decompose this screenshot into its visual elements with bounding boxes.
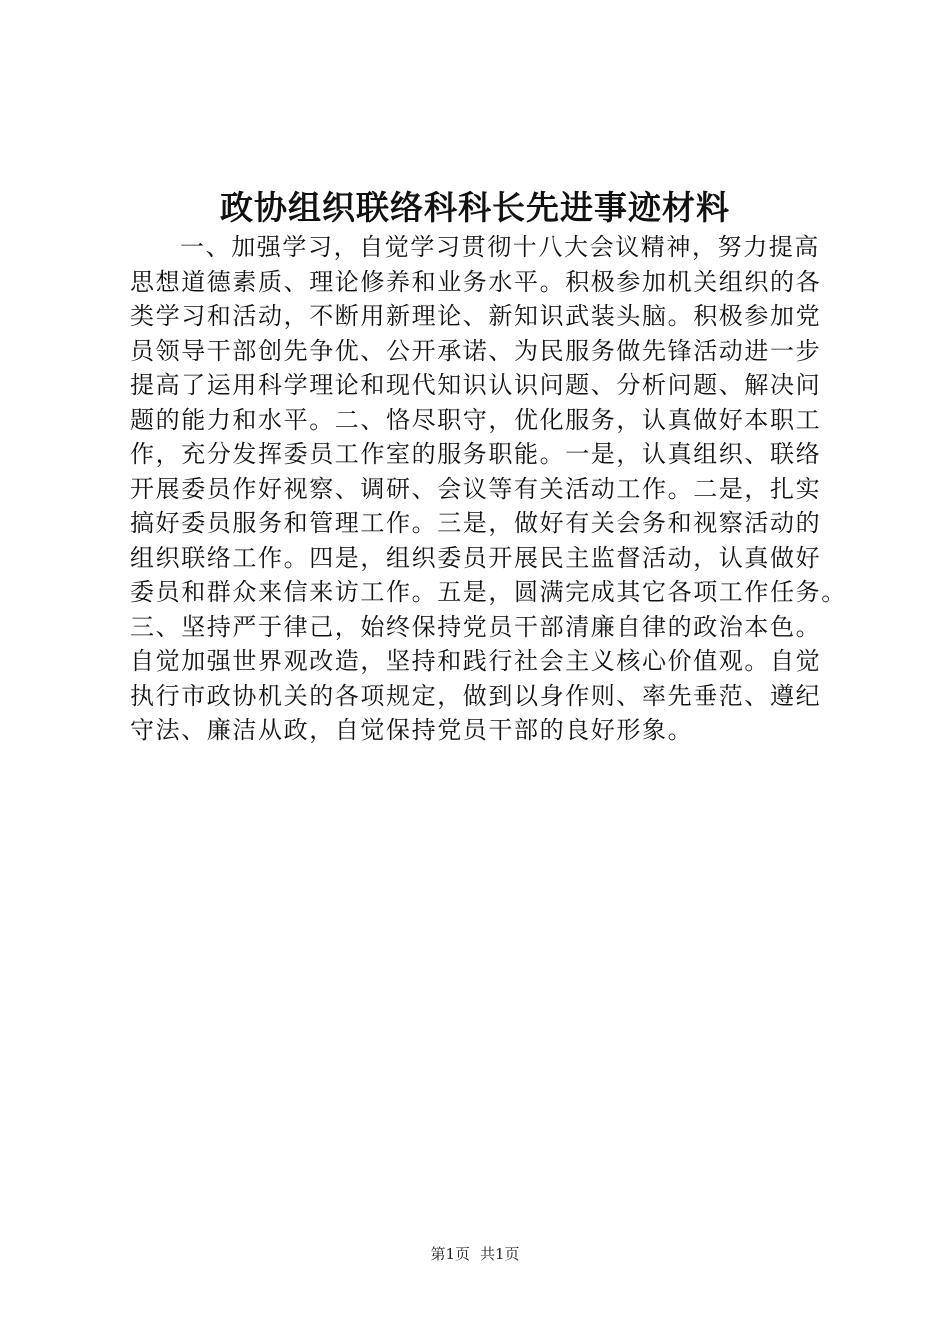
body-line: 自觉加强世界观改造，坚持和践行社会主义核心价值观。自觉 <box>130 647 822 675</box>
body-line: 作，充分发挥委员工作室的服务职能。一是，认真组织、联络 <box>130 440 822 468</box>
body-line: 执行市政协机关的各项规定，做到以身作则、率先垂范、遵纪 <box>130 681 822 710</box>
body-line: 思想道德素质、理论修养和业务水平。积极参加机关组织的各 <box>130 267 822 296</box>
body-line: 搞好委员服务和管理工作。三是，做好有关会务和视察活动的 <box>130 509 822 537</box>
body-line: 员领导干部创先争优、公开承诺、为民服务做先锋活动进一步 <box>130 336 822 365</box>
document-body <box>130 230 847 748</box>
body-line: 提高了运用科学理论和现代知识认识问题、分析问题、解决问 <box>130 371 822 399</box>
page-footer <box>0 1244 950 1264</box>
body-line: 三、坚持严于律己，始终保持党员干部清廉自律的政治本色。 <box>130 612 822 641</box>
document-title: 政协组织联络科科长先进事迹材料 <box>220 188 730 227</box>
body-line: 一、加强学习，自觉学习贯彻十八大会议精神，努力提高 <box>180 233 820 261</box>
page-number-total: 共1页 <box>480 1245 520 1263</box>
page-number-current: 第1页 <box>430 1245 470 1263</box>
body-line: 委员和群众来信来访工作。五是，圆满完成其它各项工作任务。 <box>130 578 847 606</box>
body-line: 开展委员作好视察、调研、会议等有关活动工作。二是，扎实 <box>130 474 822 503</box>
body-line: 类学习和活动，不断用新理论、新知识武装头脑。积极参加党 <box>130 302 822 330</box>
body-line: 题的能力和水平。二、恪尽职守，优化服务，认真做好本职工 <box>130 405 822 434</box>
body-line: 组织联络工作。四是，组织委员开展民主监督活动，认真做好 <box>130 543 822 572</box>
body-line: 守法、廉洁从政，自觉保持党员干部的良好形象。 <box>130 716 694 744</box>
